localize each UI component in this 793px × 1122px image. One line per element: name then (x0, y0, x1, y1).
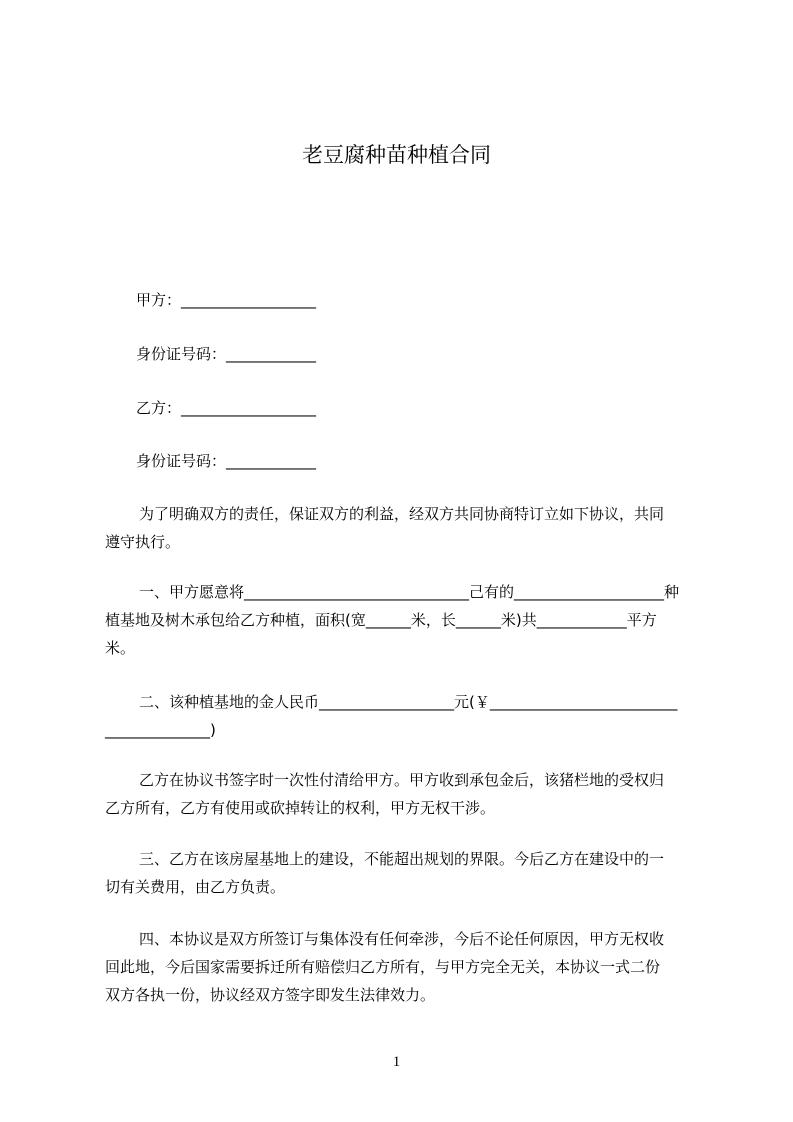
page-number: 1 (392, 1054, 401, 1070)
party-b-line: 乙方：__________________ (136, 399, 317, 417)
clause-4-line-1: 四、本协议是双方所签订与集体没有任何牵涉，今后不论任何原因，甲方无权收 (139, 930, 665, 948)
payment-paragraph (105, 766, 701, 822)
clause-3-line-1: 三、乙方在该房屋基地上的建设，不能超出规划的界限。今后乙方在建设中的一 (139, 850, 665, 868)
clause-1-line-2: 植基地及树木承包给乙方种植，面积(宽______米，长______米)共____________平方 (105, 611, 657, 629)
id-b-line: 身份证号码：____________ (136, 452, 317, 470)
document-title: 老豆腐种苗种植合同 (302, 143, 491, 167)
payment-line-2: 乙方所有，乙方有使用或砍掉转让的权利，甲方无权干涉。 (105, 799, 496, 817)
id-a-line: 身份证号码：____________ (136, 345, 317, 363)
clause-2-line-1: 二、该种植基地的金人民币__________________元(￥_________________________ (139, 693, 678, 711)
clause-3-line-2: 切有关费用，由乙方负责。 (105, 878, 286, 896)
clause-4-line-3: 双方各执一份，协议经双方签字即发生法律效力。 (105, 986, 436, 1004)
clause-1 (105, 578, 701, 662)
intro-line-1: 为了明确双方的责任，保证双方的利益，经双方共同协商特订立如下协议，共同 (139, 505, 665, 523)
clause-2-line-2: ______________) (105, 721, 216, 739)
clause-1-line-3: 米。 (105, 639, 136, 657)
clause-1-line-1: 一、甲方愿意将______________________________己有的____________________种 (139, 583, 680, 601)
party-a-line: 甲方：__________________ (136, 291, 317, 309)
intro-paragraph (105, 500, 701, 556)
intro-line-2: 遵守执行。 (105, 533, 181, 551)
payment-line-1: 乙方在协议书签字时一次性付清给甲方。甲方收到承包金后，该猪栏地的受权归 (139, 771, 665, 789)
clause-4 (105, 925, 701, 1009)
clause-4-line-2: 回此地，今后国家需要拆迁所有赔偿归乙方所有，与甲方完全无关，本协议一式二份 (105, 958, 661, 976)
clause-2 (105, 688, 701, 744)
clause-3 (105, 845, 701, 901)
